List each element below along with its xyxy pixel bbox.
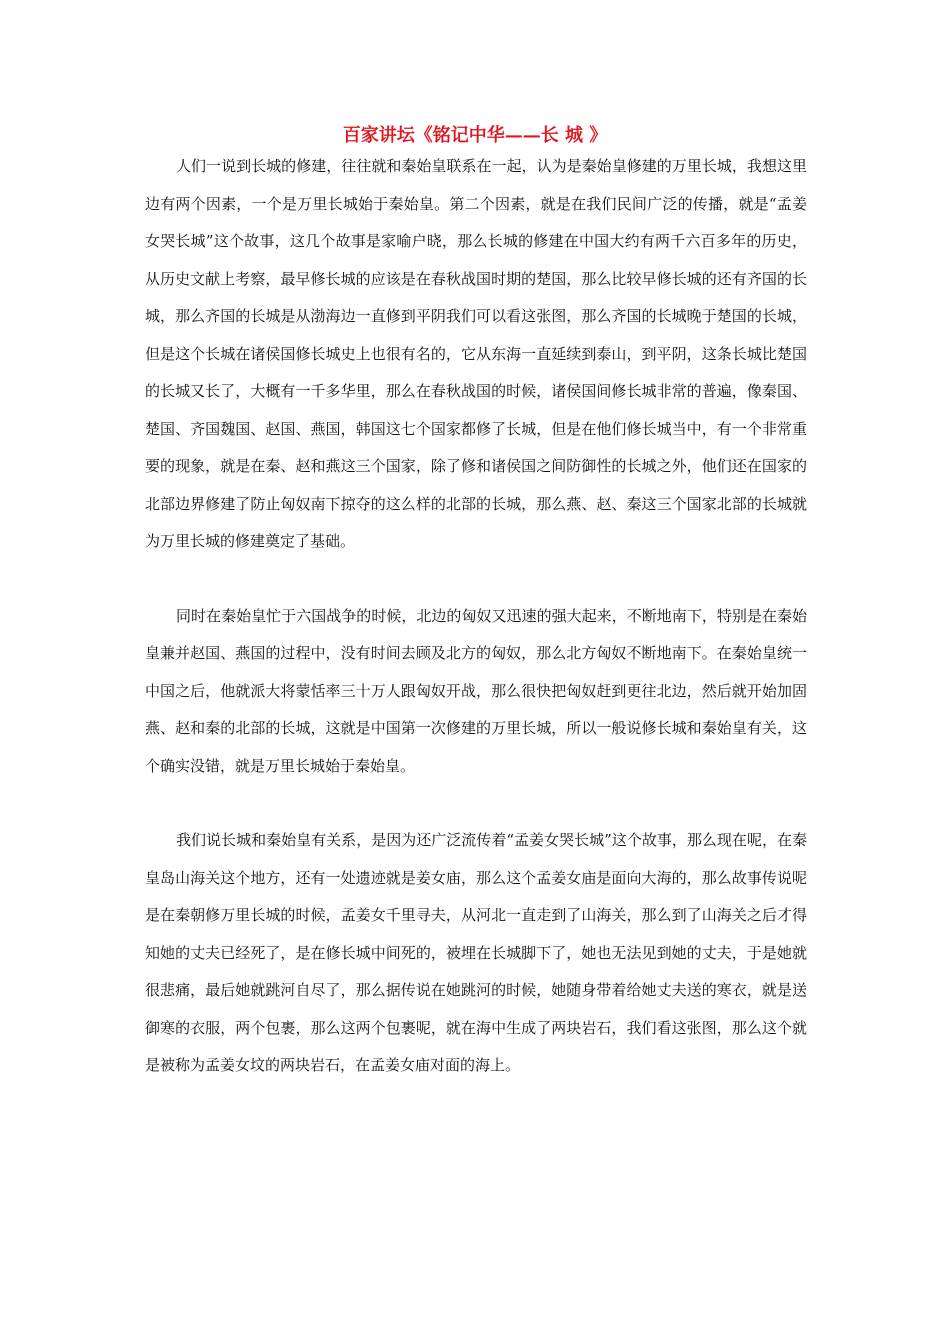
- paragraph-2: 同时在秦始皇忙于六国战争的时候，北边的匈奴又迅速的强大起来，不断地南下，特别是在秦始皇兼并赵国、燕国的过程中，没有时间去顾及北方的匈奴，那么北方匈奴不断地南下。在秦始皇统一中国之后，他就派大将蒙恬率三十万人跟匈奴开战，那么很快把匈奴赶到更往北边，然后就开始加固燕、赵和秦的北部的长城，这就是中国第一次修建的万里长城，所以一般说修长城和秦始皇有关，这个确实没错，就是万里长城始于秦始皇。: [145, 606, 807, 775]
- document-title: 百家讲坛《铭记中华——长 城 》: [342, 125, 608, 146]
- paragraph-gap: [145, 561, 807, 598]
- paragraph-3: 我们说长城和秦始皇有关系，是因为还广泛流传着“孟姜女哭长城”这个故事，那么现在呢，在秦皇岛山海关这个地方，还有一处遗迹就是姜女庙，那么这个孟姜女庙是面向大海的，那么故事传说呢是在秦朝修万里长城的时候，孟姜女千里寻夫，从河北一直走到了山海关，那么到了山海关之后才得知她的丈夫已经死了，是在修长城中间死的，被埋在长城脚下了，她也无法见到她的丈夫，于是她就很悲痛，最后她就跳河自尽了，那么据传说在她跳河的时候，她随身带着给她丈夫送的寒衣，就是送御寒的衣服，两个包裹，那么这两个包裹呢，就在海中生成了两块岩石，我们看这张图，那么这个就是被称为孟姜女坟的两块岩石，在孟姜女庙对面的海上。: [145, 831, 807, 1074]
- document-body: [145, 148, 807, 1085]
- paragraph-1: 人们一说到长城的修建，往往就和秦始皇联系在一起，认为是秦始皇修建的万里长城，我想这里边有两个因素，一个是万里长城始于秦始皇。第二个因素，就是在我们民间广泛的传播，就是“孟姜女哭长城”这个故事，这几个故事是家喻户晓，那么长城的修建在中国大约有两千六百多年的历史，从历史文献上考察，最早修长城的应该是在春秋战国时期的楚国，那么比较早修长城的还有齐国的长城，那么齐国的长城是从渤海边一直修到平阴我们可以看这张图，那么齐国的长城晚于楚国的长城，但是这个长城在诸侯国修长城史上也很有名的，它从东海一直延续到泰山，到平阴，这条长城比楚国的长城又长了，大概有一千多华里，那么在春秋战国的时候，诸侯国间修长城非常的普遍，像秦国、楚国、齐国魏国、赵国、燕国，韩国这七个国家都修了长城，但是在他们修长城当中，有一个非常重要的现象，就是在秦、赵和燕这三个国家，除了修和诸侯国之间防御性的长城之外，他们还在国家的北部边界修建了防止匈奴南下掠夺的这么样的北部的长城，那么燕、赵、秦这三个国家北部的长城就为万里长城的修建奠定了基础。: [145, 157, 807, 550]
- paragraph-gap: [145, 785, 807, 822]
